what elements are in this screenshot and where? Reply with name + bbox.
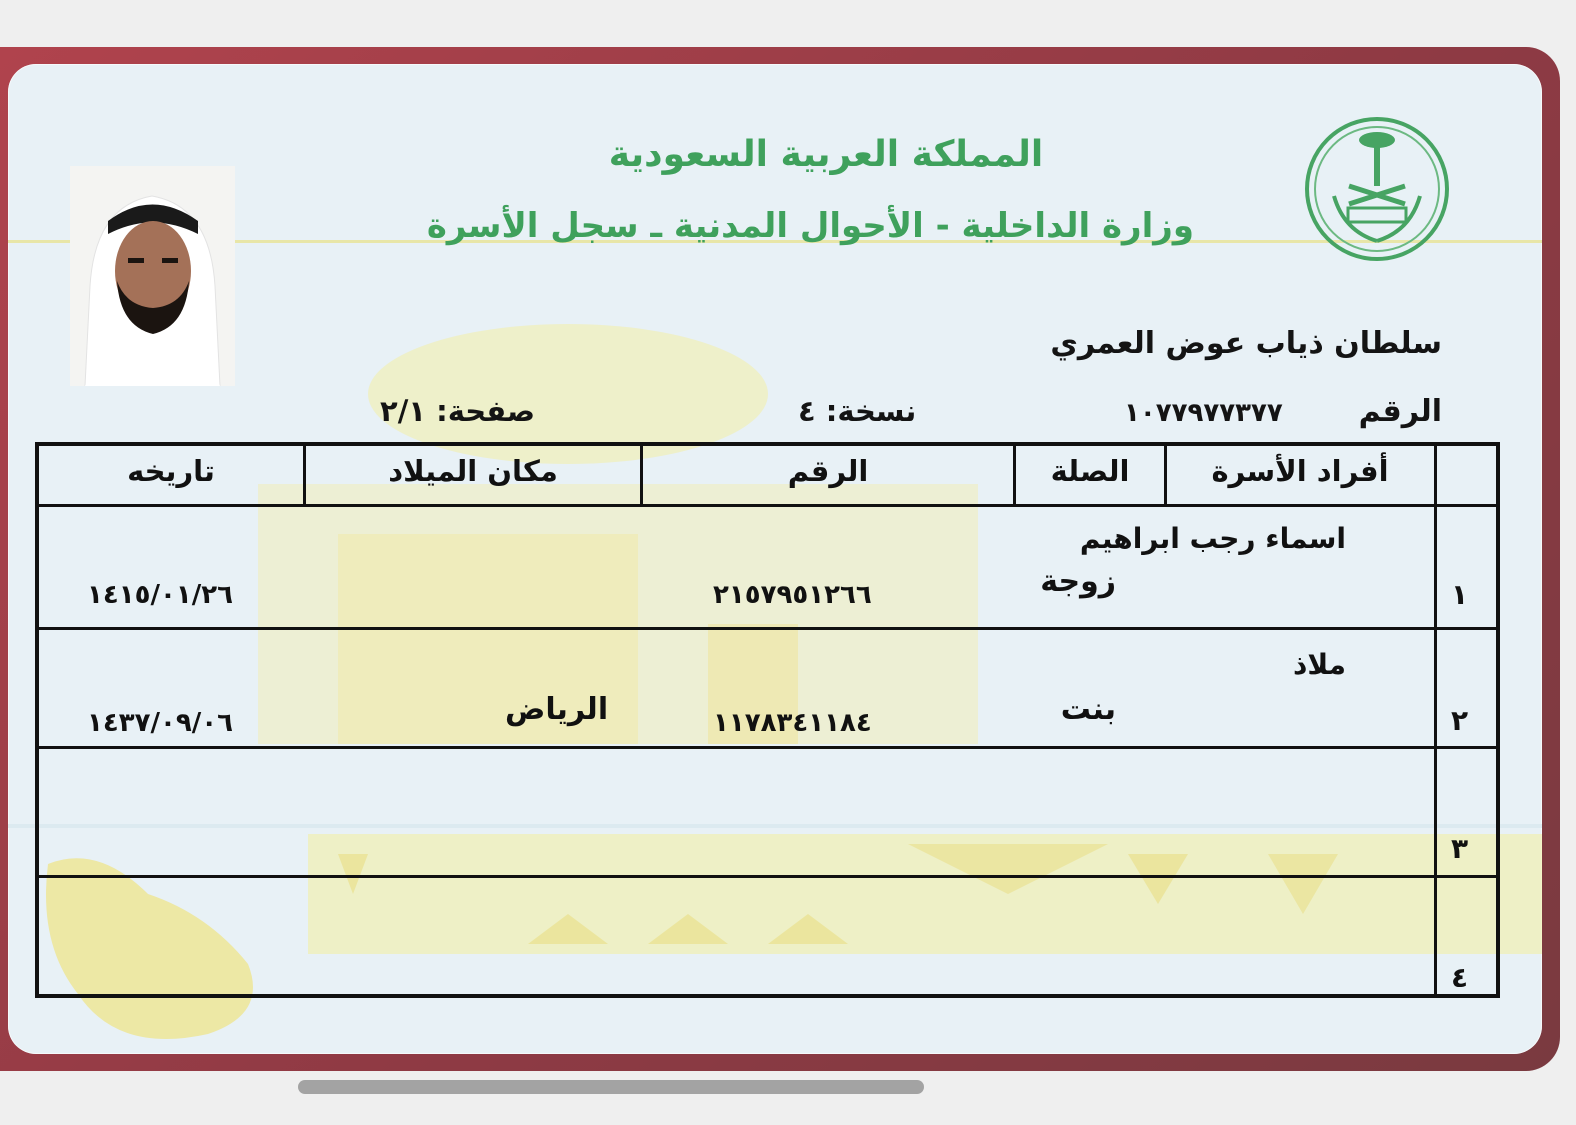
family-members-table (35, 442, 1500, 998)
holder-name: سلطان ذياب عوض العمري (1050, 326, 1442, 361)
copy-number: نسخة: ٤ (798, 394, 917, 428)
table-row-divider (39, 875, 1496, 878)
header-birth-date: تاريخه (127, 454, 215, 488)
header-id: الرقم (787, 454, 869, 488)
row-number: ١ (1451, 578, 1469, 611)
member-name: اسماء رجب ابراهيم (1079, 522, 1346, 555)
row-number: ٢ (1451, 704, 1469, 737)
kingdom-title: المملكة العربية السعودية (608, 134, 1044, 175)
header-relation: الصلة (1050, 454, 1130, 488)
member-id: ٢١٥٧٩٥١٢٦٦ (713, 580, 872, 610)
member-birth-date: ١٤٣٧/٠٩/٠٦ (87, 708, 233, 738)
table-row-divider (39, 746, 1496, 749)
member-birthplace: الرياض (505, 692, 609, 727)
page-number: صفحة: ٢/١ (380, 394, 536, 428)
row-number: ٣ (1451, 832, 1469, 865)
header-family-members: أفراد الأسرة (1211, 454, 1389, 488)
member-id: ١١٧٨٣٤١١٨٤ (713, 708, 872, 738)
member-name: ملاذ (1293, 648, 1346, 681)
horizontal-scrollbar[interactable] (298, 1080, 924, 1094)
table-row-divider (39, 504, 1496, 507)
member-birth-date: ١٤١٥/٠١/٢٦ (87, 580, 233, 610)
member-relation: بنت (1060, 692, 1116, 727)
table-row-divider (39, 627, 1496, 630)
holder-id-label: الرقم (1358, 394, 1442, 429)
saudi-emblem-icon (1304, 116, 1450, 262)
table-col-divider (1434, 446, 1437, 994)
header-birthplace: مكان الميلاد (388, 454, 558, 488)
holder-id-value: ١٠٧٧٩٧٧٣٧٧ (1124, 398, 1283, 428)
ministry-subtitle: وزارة الداخلية - الأحوال المدنية ـ سجل الأسرة (426, 206, 1194, 246)
member-relation: زوجة (1040, 564, 1116, 599)
family-record-card (8, 64, 1542, 1054)
person-photo (70, 166, 235, 386)
row-number: ٤ (1451, 961, 1469, 994)
